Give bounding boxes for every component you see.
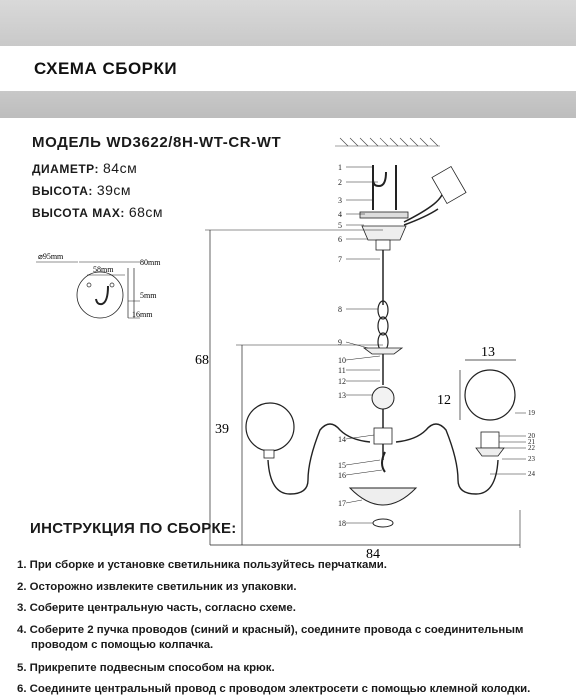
mounting-plate-detail	[28, 248, 178, 328]
part-number: 3	[338, 196, 342, 205]
top-gray-band	[0, 0, 576, 46]
step-text: 4. Соберите 2 пучка проводов (синий и красный), соедините провода с соединительным	[17, 624, 524, 636]
step-text: 2. Осторожно извлеките светильник из упаковки.	[17, 581, 297, 593]
header-gray-band	[0, 91, 576, 118]
chandelier-diagram	[190, 130, 570, 560]
spec-value: 84см	[103, 160, 138, 176]
spec-label: ВЫСОТА:	[32, 184, 93, 198]
instruction-step	[17, 661, 275, 676]
part-number: 21	[528, 438, 535, 446]
part-number: 11	[338, 366, 346, 375]
dim-shade-height: 12	[437, 393, 451, 408]
part-number: 5	[338, 221, 342, 230]
part-number: 18	[338, 519, 346, 528]
dim-shade-width: 13	[481, 345, 495, 360]
spec-height-max	[32, 204, 163, 220]
detail-height-label: 16mm	[132, 310, 153, 319]
spec-height	[32, 182, 131, 198]
ceiling	[335, 138, 440, 146]
spec-value: 39см	[96, 182, 132, 198]
part-number: 19	[528, 409, 535, 417]
instruction-step	[17, 558, 387, 573]
spec-label: ДИАМЕТР:	[32, 162, 100, 176]
part-number: 15	[338, 461, 346, 470]
step-text: 5. Прикрепите подвесным способом на крюк.	[17, 662, 275, 674]
part-number: 7	[338, 255, 342, 264]
part-number: 10	[338, 356, 346, 365]
part-number: 13	[338, 391, 346, 400]
spec-label: ВЫСОТА MAX:	[32, 206, 125, 220]
part-number: 14	[338, 435, 346, 444]
instruction-step	[17, 601, 296, 616]
instruction-step	[17, 623, 523, 653]
dim-width: 84	[366, 547, 380, 560]
part-number: 9	[338, 338, 342, 347]
part-number: 12	[338, 377, 346, 386]
part-number: 6	[338, 235, 342, 244]
part-number: 20	[528, 432, 535, 440]
step-text: 6. Соедините центральный провод с проводом электросети с помощью клемной колодки.	[17, 683, 531, 695]
spec-diameter	[32, 160, 137, 176]
detail-depth-label: 5mm	[140, 291, 157, 300]
detail-diameter-label: ⌀95mm	[38, 252, 64, 261]
dim-height: 39	[215, 422, 229, 437]
instruction-step	[17, 580, 297, 595]
step-text-continuation: проводом с помощью колпачка.	[31, 639, 214, 651]
part-number: 1	[338, 163, 342, 172]
detail-width-outer-label: 80mm	[140, 258, 161, 267]
model-name: МОДЕЛЬ WD3622/8H-WT-CR-WT	[32, 134, 282, 151]
part-number: 4	[338, 210, 342, 219]
instruction-step	[17, 682, 530, 697]
part-number: 24	[528, 470, 535, 478]
part-number: 22	[528, 444, 535, 452]
detail-width-inner-label: 58mm	[93, 265, 114, 274]
part-number: 23	[528, 455, 535, 463]
part-number: 17	[338, 499, 346, 508]
dim-height-max: 68	[195, 353, 209, 368]
instructions-title: ИНСТРУКЦИЯ ПО СБОРКЕ:	[30, 520, 237, 537]
part-number: 2	[338, 178, 342, 187]
step-text: 1. При сборке и установке светильника пользуйтесь перчатками.	[17, 559, 387, 571]
page-title: СХЕМА СБОРКИ	[34, 59, 178, 78]
part-number: 8	[338, 305, 342, 314]
spec-value: 68см	[128, 204, 164, 220]
step-text: 3. Соберите центральную часть, согласно схеме.	[17, 602, 296, 614]
part-number: 16	[338, 471, 346, 480]
